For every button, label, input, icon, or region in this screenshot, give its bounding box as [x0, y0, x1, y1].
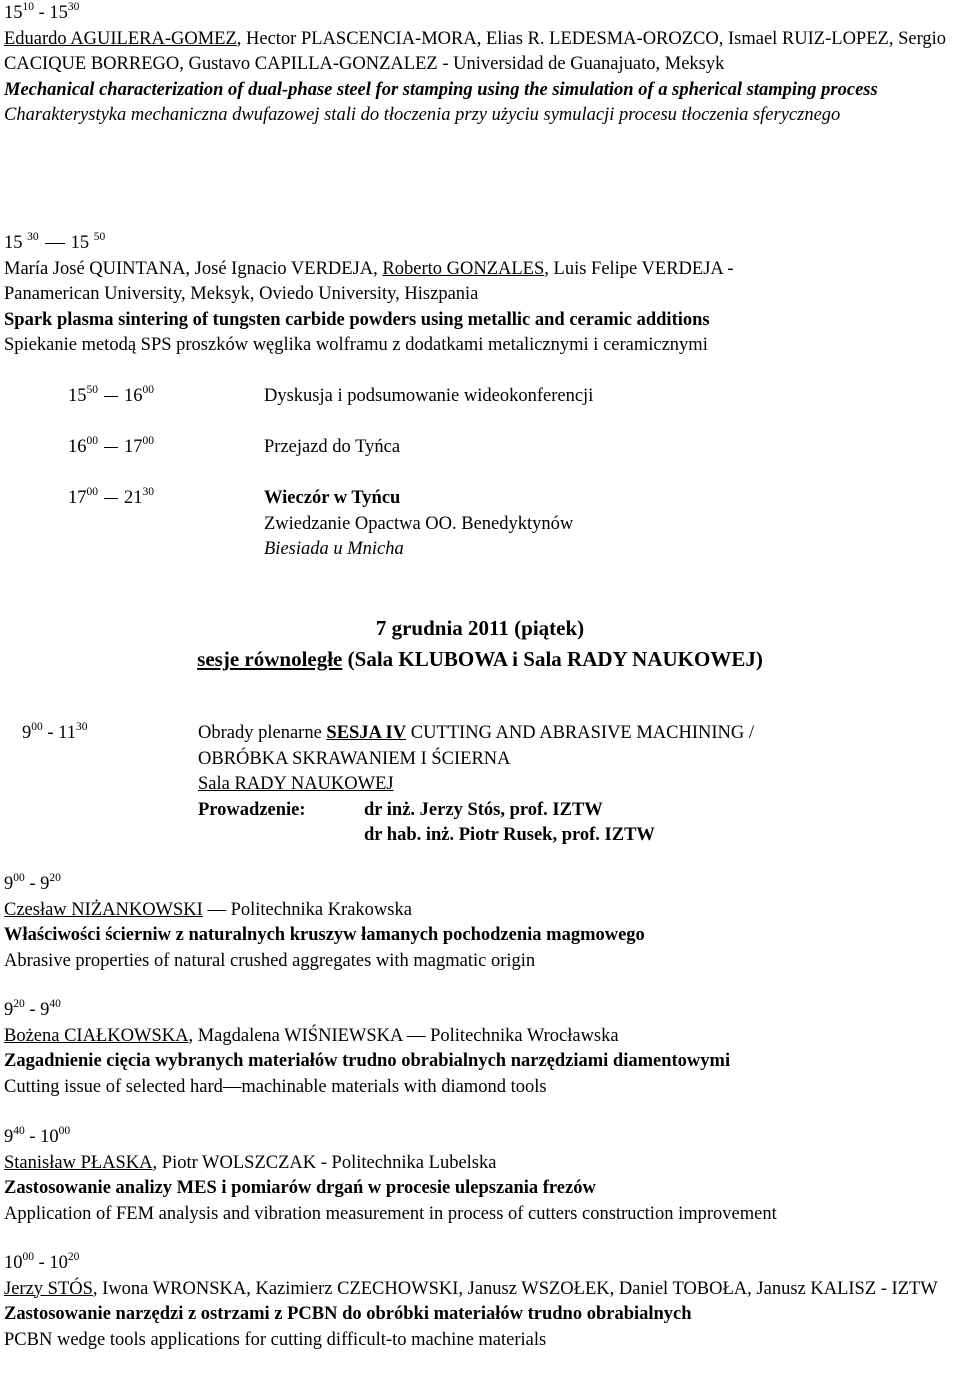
talk-title-en: Spark plasma sintering of tungsten carbide powders using metallic and ceramic additions	[4, 309, 710, 330]
list-item	[4, 1251, 956, 1353]
session-room: Sala RADY NAUKOWEJ	[198, 774, 394, 794]
day-sessions: sesje równoległe (Sala KLUBOWA i Sala RADY NAUKOWEJ)	[197, 647, 763, 671]
schedule-text: Dyskusja i podsumowanie wideokonferencji	[264, 386, 594, 406]
session-title: Obrady plenarne SESJA IV CUTTING AND ABRASIVE MACHINING /	[198, 723, 755, 743]
talk-title-pl: Zagadnienie cięcia wybranych materiałów trudno obrabialnych narzędziami diamentowymi	[4, 1051, 731, 1071]
talk-authors: Jerzy STÓS, Iwona WRONSKA, Kazimierz CZECHOWSKI, Janusz WSZOŁEK, Daniel TOBOŁA, Janusz KALISZ - IZTW	[4, 1278, 938, 1299]
talk-title-pl: Zastosowanie analizy MES i pomiarów drgań w procesie ulepszania frezów	[4, 1178, 596, 1198]
talk-authors: Eduardo AGUILERA-GOMEZ, Hector PLASCENCIA-MORA, Elias R. LEDESMA-OROZCO, Ismael RUIZ-LOPEZ, Sergio CACIQUE BORREGO, Gustavo CAPILLA-GONZALEZ - Universidad de Guanajuato, Meksyk	[4, 28, 947, 74]
schedule-row	[4, 435, 956, 465]
talk-time: $9^{40} - 10^{00}$	[4, 1124, 71, 1147]
session-time: $9^{00} - 11^{30}$	[22, 720, 88, 743]
presenter-name: Roberto GONZALES	[382, 258, 545, 279]
talk-title-en: Application of FEM analysis and vibration measurement in process of cutters construction improvement	[4, 1203, 777, 1224]
schedule-row	[4, 486, 956, 566]
session-info	[198, 721, 958, 849]
list-item	[4, 998, 956, 1100]
schedule-time: $15^{50}$ $16^{00}$	[68, 383, 154, 406]
presenter-name: Eduardo AGUILERA-GOMEZ	[4, 28, 237, 49]
talk-authors: Bożena CIAŁKOWSKA, Magdalena WIŚNIEWSKA — Politechnika Wrocławska	[4, 1025, 619, 1046]
talk-title-pl: Zastosowanie narzędzi z ostrzami z PCBN do obróbki materiałów trudno obrabialnych	[4, 1304, 692, 1324]
session-chairs	[198, 798, 958, 824]
talk-title-pl: Właściwości ścierniw z naturalnych kruszyw łamanych pochodzenia magmowego	[4, 925, 645, 945]
schedule-text: Wieczór w Tyńcu	[264, 488, 401, 508]
list-item	[4, 1125, 956, 1227]
schedule-row	[4, 384, 956, 414]
talk-title-en: Cutting issue of selected hard—machinable materials with diamond tools	[4, 1076, 547, 1097]
schedule-text: Przejazd do Tyńca	[264, 437, 401, 457]
talk-block-1510	[4, 1, 956, 129]
talk-block-1530	[4, 231, 956, 359]
talk-title-pl: Spiekanie metodą SPS proszków węglika wolframu z dodatkami metalicznymi i ceramicznymi	[4, 335, 708, 355]
chair-name: dr hab. inż. Piotr Rusek, prof. IZTW	[364, 825, 655, 845]
session-header	[4, 721, 956, 851]
session-title-pl: OBRÓBKA SKRAWANIEM I ŚCIERNA	[198, 748, 511, 769]
chair-label: Prowadzenie:	[198, 799, 306, 820]
schedule-subtext: Biesiada u Mnicha	[264, 539, 404, 559]
talk-time: $15^{10} - 15^{30}$	[4, 0, 80, 23]
talk-title-en: Mechanical characterization of dual-phase steel for stamping using the simulation of a spherical stamping process	[4, 79, 878, 100]
talk-authors: Stanisław PŁASKA, Piotr WOLSZCZAK - Politechnika Lubelska	[4, 1152, 497, 1173]
schedule-desc	[264, 486, 573, 563]
talk-title-en: Abrasive properties of natural crushed aggregates with magmatic origin	[4, 950, 536, 971]
schedule-subtext: Zwiedzanie Opactwa OO. Benedyktynów	[264, 513, 574, 534]
schedule-time: $16^{00}$ $17^{00}$	[68, 434, 154, 457]
talk-title-pl: Charakterystyka mechaniczna dwufazowej stali do tłoczenia przy użyciu symulacji procesu tłoczenia sferycznego	[4, 105, 841, 125]
day-date: 7 grudnia 2011 (piątek)	[375, 616, 585, 640]
talk-time: 15 $^{30}$ 15 $^{50}$	[4, 230, 106, 253]
talk-affiliation: Panamerican University, Meksyk, Oviedo University, Hiszpania	[4, 284, 479, 304]
talk-title-en: PCBN wedge tools applications for cutting difficult-to machine materials	[4, 1329, 547, 1350]
talk-authors: María José QUINTANA, José Ignacio VERDEJA, Roberto GONZALES, Luis Felipe VERDEJA -	[4, 258, 734, 279]
talk-time: $9^{00} - 9^{20}$	[4, 871, 61, 894]
schedule-time: $17^{00}$ $21^{30}$	[68, 485, 154, 508]
talk-time: $9^{20} - 9^{40}$	[4, 997, 61, 1020]
list-item	[4, 872, 956, 974]
chair-name: dr inż. Jerzy Stós, prof. IZTW	[364, 799, 603, 820]
session-chairs	[198, 823, 958, 849]
talk-time: $10^{00} - 10^{20}$	[4, 1250, 80, 1273]
talk-authors: Czesław NIŻANKOWSKI — Politechnika Krakowska	[4, 899, 412, 920]
